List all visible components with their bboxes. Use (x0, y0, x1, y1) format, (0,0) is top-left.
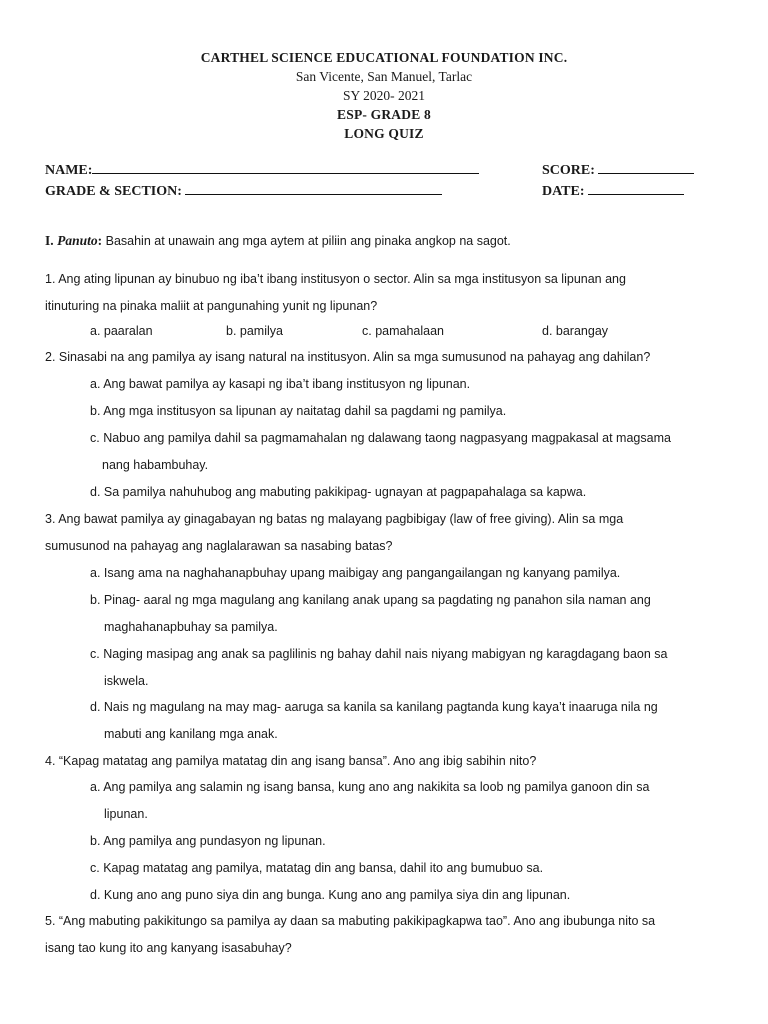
question-4-choice-a[interactable]: a. Ang pamilya ang salamin ng isang bansa, kung ano ang nakikita sa loob ng pamilya ganoon din sa (90, 780, 650, 794)
score-label: SCORE: (542, 163, 595, 178)
date-field[interactable] (542, 181, 684, 202)
grade-section-field[interactable] (45, 181, 442, 202)
instructions-text: Basahin at unawain ang mga aytem at piliin ang pinaka angkop na sagot. (102, 234, 511, 248)
question-3-choice-c[interactable]: c. Naging masipag ang anak sa paglilinis ng bahay dahil nais niyang mabigyan ng karagdagang baon sa (90, 647, 668, 661)
question-3-text-cont: sumusunod na pahayag ang naglalarawan sa nasabing batas? (45, 539, 393, 553)
question-4-choice-c[interactable]: c. Kapag matatag ang pamilya, matatag din ang bansa, dahil ito ang bumubuo sa. (90, 861, 544, 875)
question-4-text: 4. “Kapag matatag ang pamilya matatag din ang isang bansa”. Ano ang ibig sabihin nito? (45, 754, 537, 768)
score-field[interactable] (542, 160, 694, 181)
school-address: San Vicente, San Manuel, Tarlac (295, 69, 473, 84)
instructions-colon: : (97, 233, 103, 248)
question-5-text: 5. “Ang mabuting pakikitungo sa pamilya ay daan sa mabuting pakikipagkapwa tao”. Ano ang ibubunga nito sa (45, 914, 656, 928)
name-blank[interactable] (92, 160, 479, 174)
question-3-text: 3. Ang bawat pamilya ay ginagabayan ng batas ng malayang pagbibigay (law of free giving). Alin sa mga (45, 512, 624, 526)
school-year: SY 2020- 2021 (342, 88, 425, 103)
school-name: CARTHEL SCIENCE EDUCATIONAL FOUNDATION INC. (200, 50, 568, 65)
date-blank[interactable] (588, 181, 684, 195)
question-4-choice-d[interactable]: d. Kung ano ang puno siya din ang bunga. Kung ano ang pamilya siya din ang lipunan. (90, 888, 571, 902)
question-3-choice-d-cont: mabuti ang kanilang mga anak. (104, 727, 278, 741)
question-3-choice-b-cont: maghahanapbuhay sa pamilya. (104, 620, 278, 634)
question-2-choice-d[interactable]: d. Sa pamilya nahuhubog ang mabuting pakikipag- ugnayan at pagpapahalaga sa kapwa. (90, 485, 587, 499)
section-number: I. (45, 233, 54, 248)
name-field[interactable] (45, 160, 479, 181)
question-4-choice-a-cont: lipunan. (104, 807, 148, 821)
question-4-choice-b[interactable]: b. Ang pamilya ang pundasyon ng lipunan. (90, 834, 326, 848)
grade-section-blank[interactable] (185, 181, 442, 195)
name-label: NAME: (45, 163, 93, 178)
question-1-choice-c[interactable]: c. pamahalaan (362, 324, 445, 338)
question-5-text-cont: isang tao kung ito ang kanyang isasabuhay? (45, 941, 292, 955)
grade-section-label: GRADE & SECTION: (45, 184, 182, 199)
question-2-choice-a[interactable]: a. Ang bawat pamilya ay kasapi ng iba’t ibang institusyon ng lipunan. (90, 377, 471, 391)
score-blank[interactable] (598, 160, 694, 174)
question-3-choice-c-cont: iskwela. (104, 674, 149, 688)
question-2-text: 2. Sinasabi na ang pamilya ay isang natural na institusyon. Alin sa mga sumusunod na pahayag ang dahilan? (45, 350, 651, 364)
question-1-text-cont: itinuturing na pinaka maliit at pangunahing yunit ng lipunan? (45, 299, 378, 313)
question-3-choice-d[interactable]: d. Nais ng magulang na may mag- aaruga sa kanila sa kanilang pagtanda kung kaya’t inaaruga nila ng (90, 700, 658, 714)
instructions-label: Panuto (57, 233, 98, 248)
question-3-choice-a[interactable]: a. Isang ama na naghahanapbuhay upang maibigay ang pangangailangan ng kanyang pamilya. (90, 566, 621, 580)
question-1-choice-a[interactable]: a. paaralan (90, 324, 153, 338)
question-1-choice-d[interactable]: d. barangay (542, 324, 609, 338)
question-2-choice-c-cont: nang habambuhay. (102, 458, 209, 472)
question-1-text: 1. Ang ating lipunan ay binubuo ng iba’t ibang institusyon o sector. Alin sa mga institusyon sa lipunan ang (45, 272, 626, 286)
instructions (45, 231, 511, 251)
document-header (0, 48, 768, 143)
question-1-choice-b[interactable]: b. pamilya (226, 324, 283, 338)
quiz-title: LONG QUIZ (344, 126, 424, 141)
question-3-choice-b[interactable]: b. Pinag- aaral ng mga magulang ang kanilang anak upang sa pagdating ng panahon sila naman ang (90, 593, 651, 607)
question-2-choice-c[interactable]: c. Nabuo ang pamilya dahil sa pagmamahalan ng dalawang taong nagpasyang magpakasal at magsama (90, 431, 671, 445)
subject-title: ESP- GRADE 8 (337, 107, 431, 122)
question-2-choice-b[interactable]: b. Ang mga institusyon sa lipunan ay naitatag dahil sa pagdami ng pamilya. (90, 404, 507, 418)
date-label: DATE: (542, 184, 585, 199)
